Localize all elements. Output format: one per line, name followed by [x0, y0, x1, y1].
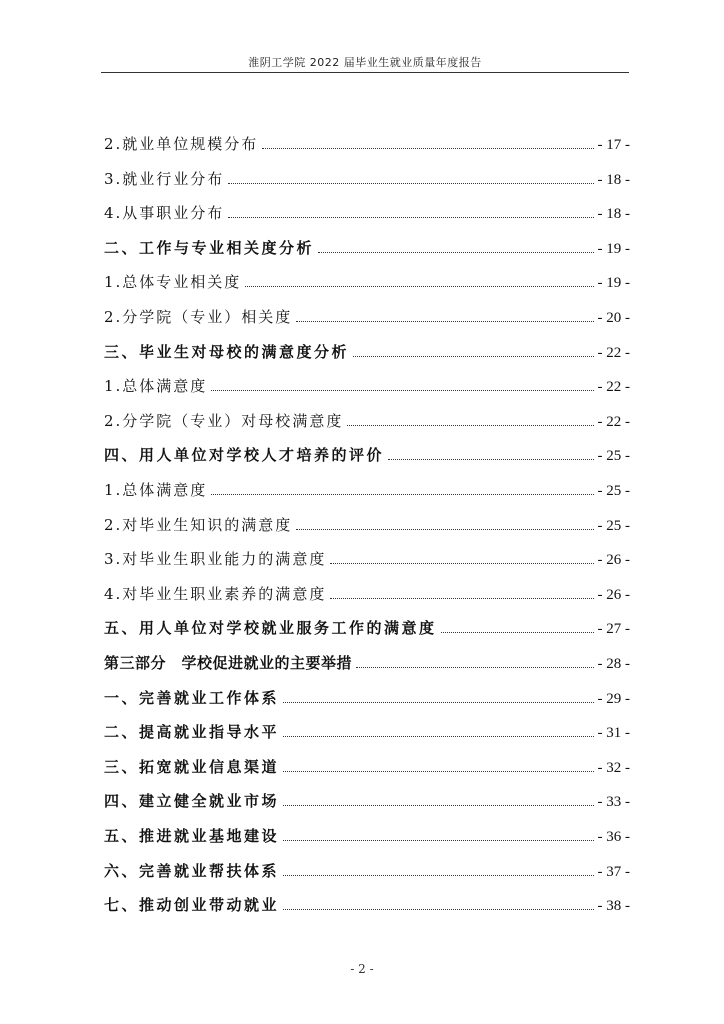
toc-entry[interactable]: [104, 614, 630, 638]
header-rule: [101, 72, 629, 73]
toc-entry-title: 4.对毕业生职业素养的满意度: [104, 584, 327, 603]
toc-entry-title: 二、提高就业指导水平: [104, 723, 280, 742]
toc-entry[interactable]: [104, 891, 630, 915]
toc-entry[interactable]: [104, 407, 630, 431]
toc-entry[interactable]: [104, 649, 630, 673]
toc-dot-leader: [318, 252, 593, 253]
toc-entry-title: 四、用人单位对学校人才培养的评价: [104, 446, 385, 465]
toc-entry[interactable]: [104, 441, 630, 465]
toc-entry-title: 五、用人单位对学校就业服务工作的满意度: [104, 619, 437, 638]
toc-dot-leader: [283, 736, 593, 737]
toc-entry[interactable]: [104, 372, 630, 396]
toc-entry-page: - 36 -: [597, 829, 630, 845]
toc-entry-page: - 27 -: [597, 621, 630, 638]
toc-entry-title: 五、推进就业基地建设: [104, 827, 280, 845]
toc-entry-title: 1.总体满意度: [104, 481, 208, 499]
toc-entry-page: - 25 -: [597, 483, 630, 499]
toc-entry-page: - 31 -: [597, 725, 630, 742]
toc-entry-title: 2.对毕业生知识的满意度: [104, 515, 293, 534]
toc-entry-title: 一、完善就业工作体系: [104, 688, 280, 707]
toc-entry[interactable]: [104, 268, 630, 292]
toc-entry[interactable]: [104, 199, 630, 223]
toc-entry[interactable]: [104, 338, 630, 362]
toc-entry-page: - 38 -: [597, 898, 630, 915]
toc-entry-title: 2.就业单位规模分布: [104, 135, 259, 153]
toc-entry[interactable]: [104, 718, 630, 742]
toc-entry[interactable]: [104, 234, 630, 258]
toc-dot-leader: [211, 390, 593, 391]
page-number: - 2 -: [350, 962, 374, 976]
toc-entry-title: 第三部分 学校促进就业的主要举措: [104, 654, 353, 672]
toc-entry[interactable]: [104, 822, 630, 846]
toc-dot-leader: [296, 529, 593, 530]
toc-dot-leader: [347, 425, 593, 426]
toc-entry-page: - 26 -: [597, 552, 630, 569]
toc-entry-title: 六、完善就业帮扶体系: [104, 861, 280, 880]
toc-entry-page: - 18 -: [597, 171, 630, 188]
toc-entry-title: 2.分学院（专业）对母校满意度: [104, 411, 344, 430]
toc-entry-page: - 26 -: [597, 586, 630, 603]
toc-entry-title: 3.就业行业分布: [104, 169, 225, 188]
toc-entry-title: 三、拓宽就业信息渠道: [104, 757, 280, 776]
toc-dot-leader: [283, 771, 593, 772]
toc-entry-page: - 20 -: [597, 310, 630, 326]
toc-entry[interactable]: [104, 684, 630, 708]
toc-dot-leader: [296, 321, 593, 322]
toc-dot-leader: [211, 494, 593, 495]
toc-entry-page: - 37 -: [597, 863, 630, 880]
toc-entry-title: 二、工作与专业相关度分析: [104, 238, 315, 257]
toc-entry[interactable]: [104, 545, 630, 569]
toc-dot-leader: [262, 148, 593, 149]
toc-dot-leader: [283, 909, 593, 910]
toc-entry-page: - 19 -: [597, 240, 630, 257]
toc-dot-leader: [441, 632, 594, 633]
toc-entry-title: 1.总体专业相关度: [104, 273, 242, 292]
toc-dot-leader: [283, 840, 593, 841]
toc-entry-title: 四、建立健全就业市场: [104, 792, 280, 811]
toc-entry[interactable]: [104, 857, 630, 881]
toc-entry[interactable]: [104, 753, 630, 777]
toc-entry-page: - 22 -: [597, 379, 630, 396]
toc-entry-title: 三、毕业生对母校的满意度分析: [104, 342, 350, 361]
toc-entry-page: - 22 -: [597, 344, 630, 361]
toc-entry[interactable]: [104, 476, 630, 500]
toc-entry-page: - 19 -: [597, 275, 630, 292]
toc-entry-page: - 28 -: [597, 656, 630, 672]
toc-entry[interactable]: [104, 303, 630, 327]
toc-dot-leader: [356, 667, 593, 668]
toc-entry-page: - 18 -: [597, 206, 630, 223]
toc-entry-page: - 25 -: [597, 517, 630, 534]
toc-entry-title: 1.总体满意度: [104, 377, 208, 396]
toc-entry-page: - 22 -: [597, 413, 630, 430]
toc-entry-title: 3.对毕业生职业能力的满意度: [104, 550, 327, 569]
toc-dot-leader: [245, 286, 593, 287]
toc-dot-leader: [283, 805, 593, 806]
toc-dot-leader: [353, 356, 593, 357]
toc-entry-page: - 29 -: [597, 690, 630, 707]
toc-dot-leader: [228, 217, 593, 218]
toc-entry[interactable]: [104, 580, 630, 604]
toc-dot-leader: [283, 875, 593, 876]
toc-dot-leader: [228, 183, 593, 184]
toc-entry-page: - 33 -: [597, 794, 630, 811]
toc-entry[interactable]: [104, 130, 630, 154]
toc-entry[interactable]: [104, 165, 630, 189]
toc-entry-page: - 17 -: [597, 137, 630, 153]
toc-dot-leader: [330, 598, 593, 599]
toc-entry-title: 2.分学院（专业）相关度: [104, 308, 293, 326]
toc-entry-page: - 32 -: [597, 759, 630, 776]
toc-entry-title: 4.从事职业分布: [104, 204, 225, 223]
running-header: 淮阴工学院 2022 届毕业生就业质量年度报告: [248, 56, 482, 69]
toc-entry-page: - 25 -: [597, 448, 630, 465]
toc-entry[interactable]: [104, 787, 630, 811]
toc-entry-title: 七、推动创业带动就业: [104, 896, 280, 915]
toc-dot-leader: [388, 459, 593, 460]
toc-entry[interactable]: [104, 511, 630, 535]
toc-dot-leader: [330, 563, 593, 564]
toc-dot-leader: [283, 702, 593, 703]
